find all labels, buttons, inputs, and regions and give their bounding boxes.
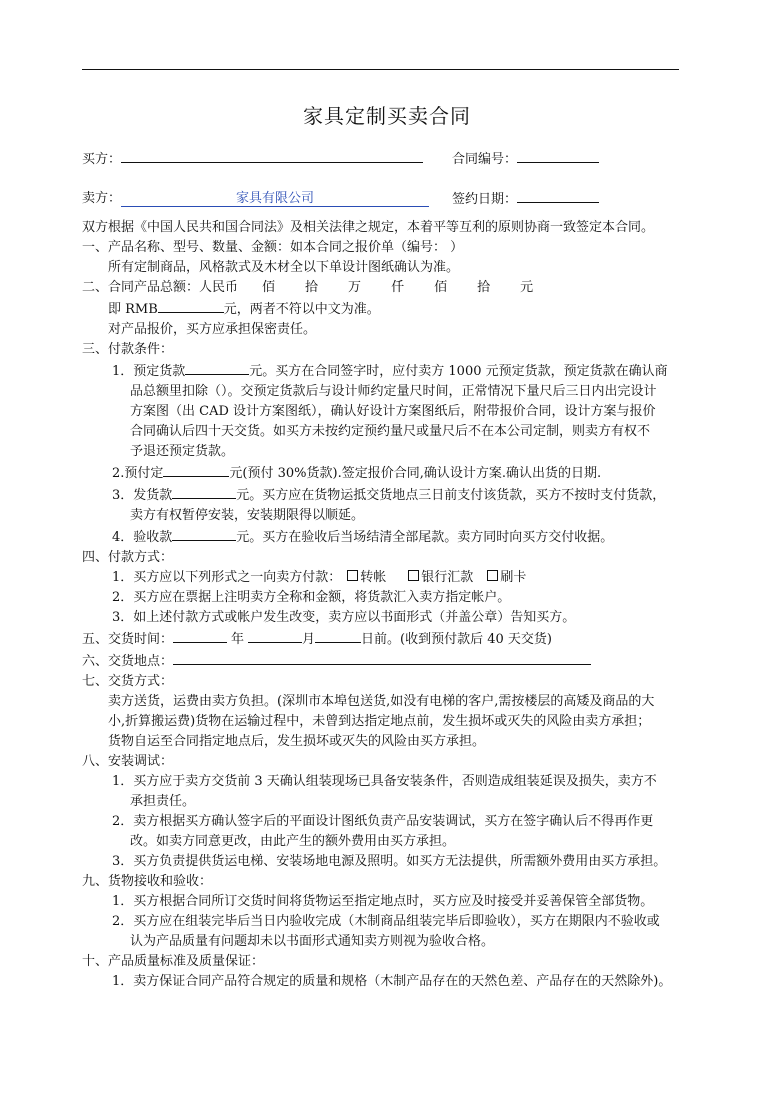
- s3-1-line-e: 予退还预定货款。: [130, 444, 235, 459]
- section-1-title: 一、产品名称、型号、数量、金额：如本合同之报价单（编号： ）: [82, 240, 464, 255]
- s3-4-prefix: 4．验收款: [112, 530, 173, 545]
- amount-unit: 佰: [262, 280, 276, 295]
- s5-suffix: 日前。(收到预付款后 40 天交货): [361, 632, 552, 647]
- s7-line-b: 小,折算搬运费)货物在运输过程中，未曾到达指定地点前，发生损坏或灭失的风险由卖方承担；: [108, 714, 651, 729]
- s3-1-prefix: 1．预定货款: [112, 364, 186, 379]
- s3-1-line-b: 品总额里扣除（）。交预定货款后与设计师约定量尺时间，正常情况下量尺后三日内出完设计: [130, 384, 657, 399]
- s5-prefix: 五、交货时间：: [82, 632, 174, 647]
- s8-3-text: 3．买方负责提供货运电梯、安装场地电源及照明。如买方无法提供，所需额外费用由买方承担。: [112, 854, 667, 869]
- delivery-month-field[interactable]: [248, 628, 302, 643]
- s8-1-line-b: 承担责任。: [130, 794, 196, 809]
- contract-title: 家具定制买卖合同: [303, 104, 471, 128]
- s3-1-line-c: 方案图（出 CAD 设计方案图纸），确认好设计方案图纸后，附带报价合同，设计方案与报价: [130, 404, 656, 419]
- intro-text: 双方根据《中国人民共和国合同法》及相关法律之规定，本着平等互利的原则协商一致签定本合同。: [82, 220, 655, 235]
- contract-no-row: [452, 147, 599, 167]
- s10-1-text: 1．卖方保证合同产品符合规定的质量和规格（木制产品存在的天然色差、产品存在的天然除外)。: [112, 974, 672, 989]
- checkbox-card[interactable]: [487, 570, 498, 581]
- s3-3-row: [82, 484, 682, 506]
- rmb-amount-field[interactable]: [158, 298, 224, 313]
- option-card: 刷卡: [500, 570, 527, 585]
- s3-3-text: 元。买方应在货物运抵交货地点三日前支付该货款，买方不按时支付货款，: [236, 488, 666, 503]
- section-7-title: 七、交货方式：: [82, 674, 174, 689]
- amount-units: [238, 280, 533, 295]
- section-9-title: 九、货物接收和验收：: [82, 874, 213, 889]
- option-transfer: 转帐: [360, 570, 387, 585]
- s7-line-a: 卖方送货，运费由卖方负担。(深圳市本埠包送货,如没有电梯的客户,需按楼层的高矮及商品的大: [108, 694, 655, 709]
- buyer-label: 买方：: [82, 152, 122, 167]
- seller-field[interactable]: [121, 187, 429, 207]
- section-2-title: 二、合同产品总额：人民币: [82, 280, 239, 295]
- deposit-field[interactable]: [185, 360, 249, 375]
- contract-no-field[interactable]: [517, 147, 599, 163]
- delivery-day-field[interactable]: [315, 628, 361, 643]
- acceptance-payment-field[interactable]: [172, 526, 236, 541]
- contract-no-label: 合同编号：: [452, 152, 518, 167]
- seller-label: 卖方：: [82, 191, 122, 206]
- s3-2-prefix: 2.预付定: [112, 466, 164, 481]
- s3-2-text: 元(预付 30%货款).签定报价合同,确认设计方案.确认出货的日期.: [229, 466, 602, 481]
- section-3-title: 三、付款条件：: [82, 342, 174, 357]
- s8-2-line-b: 改。如卖方同意更改，由此产生的额外费用由买方承担。: [130, 834, 456, 849]
- buyer-field[interactable]: [121, 147, 423, 163]
- s7-line-c: 货物自运至合同指定地点后，发生损坏或灭失的风险由买方承担。: [108, 734, 486, 749]
- s4-2-text: 2．买方应在票据上注明卖方全称和金额，将货款汇入卖方指定帐户。: [112, 590, 511, 605]
- section-5-row: [82, 628, 682, 650]
- sign-date-row: [452, 187, 599, 207]
- section-2-text: 对产品报价，买方应承担保密责任。: [108, 322, 317, 337]
- option-bank: 银行汇款: [421, 570, 474, 585]
- section-8-title: 八、安装调试：: [82, 754, 174, 769]
- checkbox-bank[interactable]: [408, 570, 419, 581]
- s5-month: 月: [302, 632, 316, 647]
- section-1-text: 所有定制商品，风格款式及木材全以下单设计图纸确认为准。: [108, 260, 460, 275]
- prepay-field[interactable]: [163, 462, 229, 477]
- s4-1-row: [82, 568, 682, 588]
- section-4-title: 四、付款方式：: [82, 550, 174, 565]
- s9-2-line-b: 认为产品质量有问题却未以书面形式通知卖方则视为验收合格。: [130, 934, 495, 949]
- buyer-row: [82, 147, 423, 167]
- s3-1-line-d: 合同确认后四十天交货。如买方未按约定预约量尺或量尺后不在本公司定制，则卖方有权不: [130, 424, 651, 439]
- section-2-rmb-row: [82, 298, 682, 320]
- s3-3-line-b: 卖方有权暂停安装，安装期限得以顺延。: [130, 508, 365, 523]
- amount-unit: 佰: [434, 280, 448, 295]
- amount-unit: 仟: [391, 280, 405, 295]
- seller-row: [82, 187, 429, 207]
- s3-4-text: 元。买方在验收后当场结清全部尾款。卖方同时向买方交付收据。: [236, 530, 614, 545]
- amount-unit: 元: [520, 280, 534, 295]
- amount-unit: 万: [348, 280, 362, 295]
- checkbox-transfer[interactable]: [347, 570, 358, 581]
- s8-2-line-a: 2．卖方根据买方确认签字后的平面设计图纸负责产品安装调试，买方在签字确认后不得再作更: [112, 814, 654, 829]
- rmb-prefix: 即 RMB: [108, 302, 158, 317]
- s4-1-prefix: 1．买方应以下列形式之一向卖方付款：: [112, 570, 342, 585]
- section-6-row: [82, 650, 682, 672]
- amount-unit: 拾: [305, 280, 319, 295]
- s3-1-row: [82, 360, 682, 382]
- s3-4-row: [82, 526, 682, 548]
- sign-date-label: 签约日期：: [452, 192, 518, 207]
- s3-3-prefix: 3．发货款: [112, 488, 173, 503]
- seller-company: 家具有限公司: [236, 191, 315, 206]
- s3-1-text: 元。买方在合同签字时，应付卖方 1000 元预定货款，预定货款在确认商: [249, 364, 668, 379]
- s3-2-row: [82, 462, 682, 484]
- section-2-title-row: [82, 278, 682, 298]
- amount-unit: 拾: [477, 280, 491, 295]
- rmb-suffix: 元，两者不符以中文为准。: [223, 302, 380, 317]
- s4-3-text: 3．如上述付款方式或帐户发生改变，卖方应以书面形式（并盖公章）告知买方。: [112, 610, 576, 625]
- top-rule: [82, 69, 679, 70]
- section-10-title: 十、产品质量标准及质量保证：: [82, 954, 265, 969]
- s9-1-text: 1．买方根据合同所订交货时间将货物运至指定地点时，买方应及时接受并妥善保管全部货物。: [112, 894, 654, 909]
- s8-1-line-a: 1．买方应于卖方交货前 3 天确认组装现场已具备安装条件，否则造成组装延误及损失，卖方不: [112, 774, 657, 789]
- s9-2-line-a: 2．买方应在组装完毕后当日内验收完成（木制商品组装完毕后即验收），买方在期限内不验收或: [112, 914, 660, 929]
- s5-year: 年: [231, 632, 245, 647]
- delivery-place-field[interactable]: [173, 650, 591, 665]
- sign-date-field[interactable]: [517, 187, 599, 203]
- s6-label: 六、交货地点：: [82, 654, 174, 669]
- shipping-payment-field[interactable]: [172, 484, 236, 499]
- contract-body: [82, 218, 682, 992]
- delivery-year-field[interactable]: [173, 628, 227, 643]
